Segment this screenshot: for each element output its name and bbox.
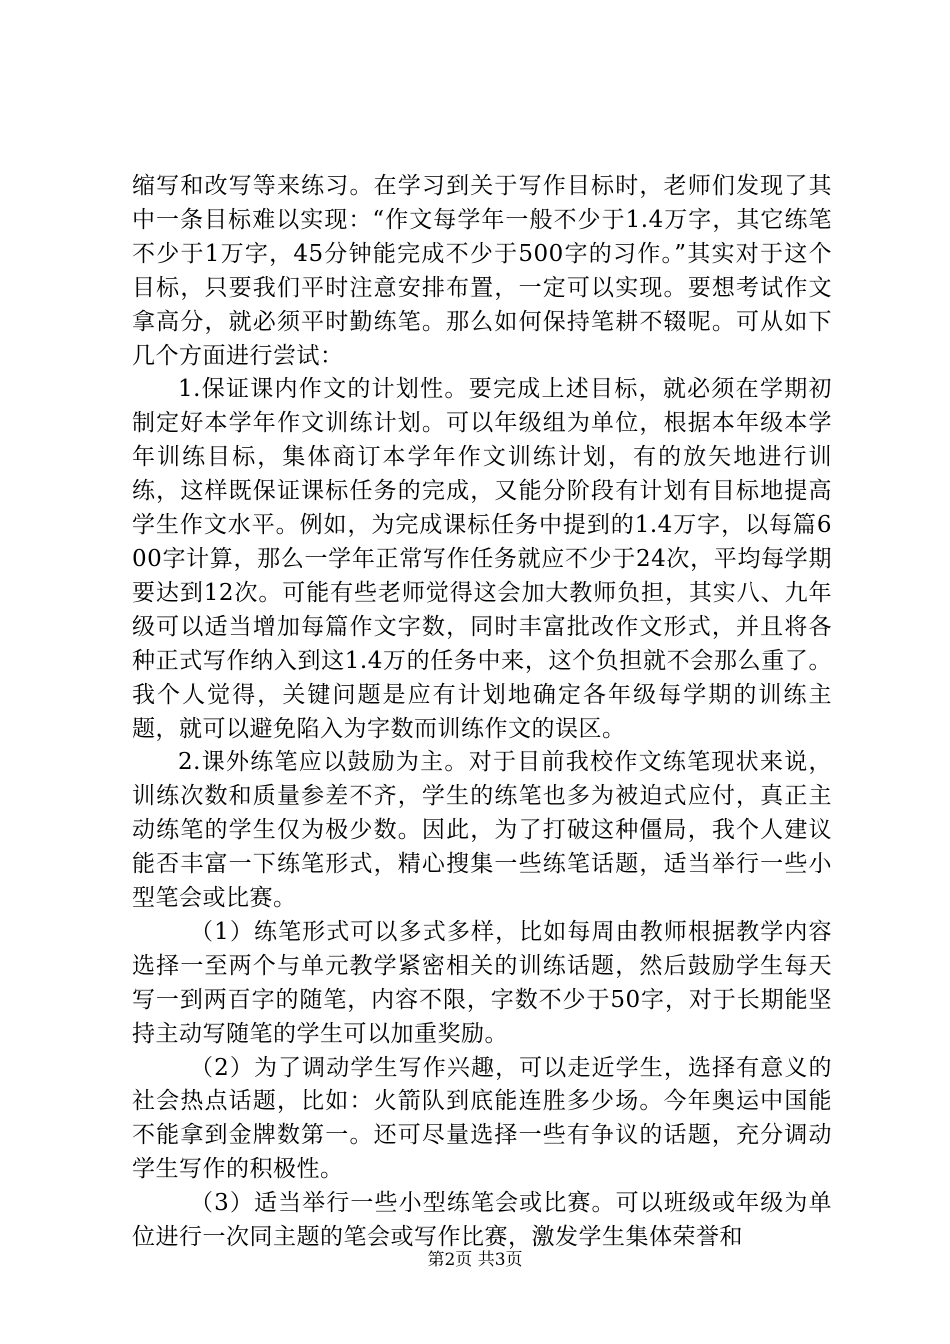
paragraph-point-2: 2.课外练笔应以鼓励为主。对于目前我校作文练笔现状来说，训练次数和质量参差不齐，学生的练笔也多为被迫式应付，真正主动练笔的学生仅为极少数。因此，为了打破这种僵局，我个人建议能否丰富一下练笔形式，精心搜集一些练笔话题，适当举行一些小型笔会或比赛。 — [132, 749, 832, 912]
document-body — [132, 170, 832, 1255]
paragraph-subpoint-2: （2）为了调动学生写作兴趣，可以走近学生，选择有意义的社会热点话题，比如：火箭队到底能连胜多少场。今年奥运中国能不能拿到金牌数第一。还可尽量选择一些有争议的话题，充分调动学生写作的积极性。 — [132, 1054, 832, 1183]
paragraph-point-1: 1.保证课内作文的计划性。要完成上述目标，就必须在学期初制定好本学年作文训练计划。可以年级组为单位，根据本年级本学年训练目标，集体商订本学年作文训练计划，有的放矢地进行训练，这样既保证课标任务的完成，又能分阶段有计划有目标地提高学生作文水平。例如，为完成课标任务中提到的1.4万字，以每篇600字计算，那么一学年正常写作任务就应不少于24次，平均每学期要达到12次。可能有些老师觉得这会加大教师负担，其实八、九年级可以适当增加每篇作文字数，同时丰富批改作文形式，并且将各种正式写作纳入到这1.4万的任务中来，这个负担就不会那么重了。我个人觉得，关键问题是应有计划地确定各年级每学期的训练主题，就可以避免陷入为字数而训练作文的误区。 — [132, 376, 832, 742]
paragraph-subpoint-1: （1）练笔形式可以多式多样，比如每周由教师根据教学内容选择一至两个与单元教学紧密相关的训练话题，然后鼓励学生每天写一到两百字的随笔，内容不限，字数不少于50字，对于长期能坚持主动写随笔的学生可以加重奖励。 — [132, 918, 832, 1047]
paragraph-subpoint-3: （3）适当举行一些小型练笔会或比赛。可以班级或年级为单位进行一次同主题的笔会或写作比赛，激发学生集体荣誉和 — [132, 1190, 832, 1251]
paragraph-intro: 缩写和改写等来练习。在学习到关于写作目标时，老师们发现了其中一条目标难以实现：“作文每学年一般不少于1.4万字，其它练笔不少于1万字，45分钟能完成不少于500字的习作。”其实对于这个目标，只要我们平时注意安排布置，一定可以实现。要想考试作文拿高分，就必须平时勤练笔。那么如何保持笔耕不辍呢。可从如下几个方面进行尝试： — [132, 173, 832, 369]
page-footer: 第2页 共3页 — [427, 1250, 523, 1270]
